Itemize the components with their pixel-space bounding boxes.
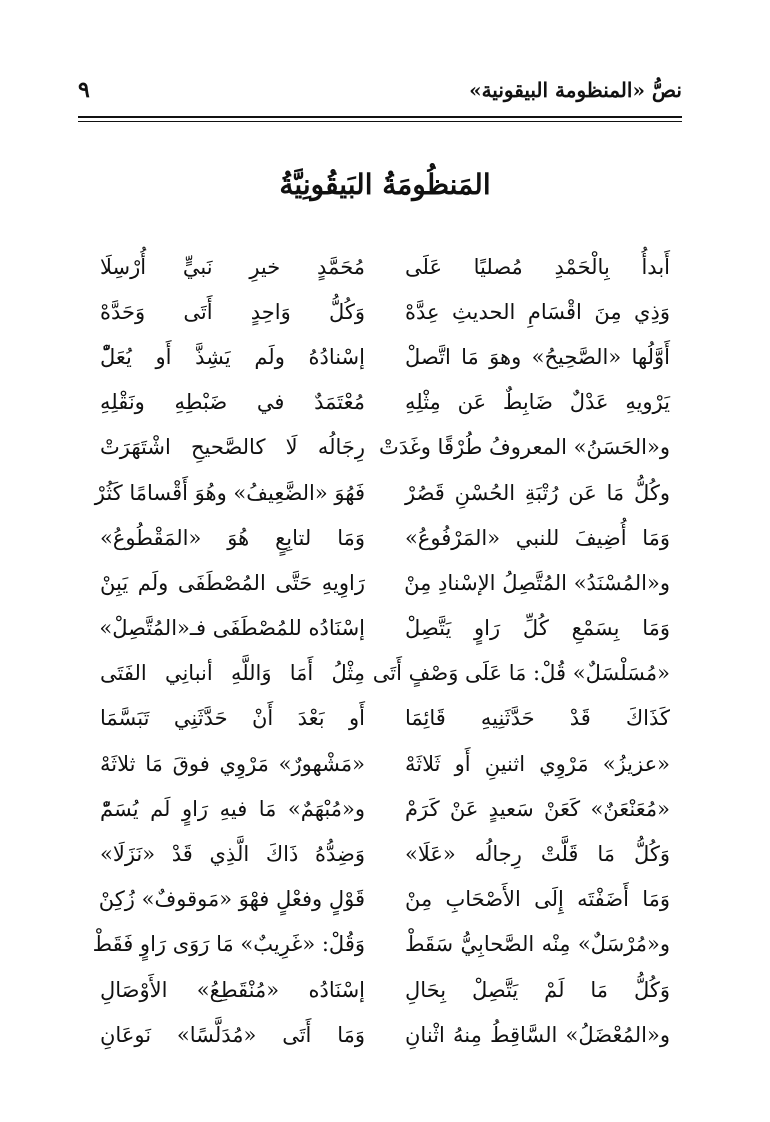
- verse-first-hemistich: وَكُلُّ مَا قَلَّتْ رِجالُه «عَلَا»: [405, 842, 670, 867]
- verse-second-hemistich: قَوْلٍ وفعْلٍ فهْوَ «مَوقوفٌ» زُكِنْ: [98, 887, 365, 912]
- verse-first-hemistich: وَذِي مِنَ اقْسَامِ الحديثِ عِدَّهْ: [405, 299, 670, 324]
- verse-first-hemistich: وَمَا بِسَمْعِ كُلِّ رَاوٍ يَتَّصِلْ: [405, 616, 670, 641]
- verse-second-hemistich: و«مُبْهَمٌ» مَا فيهِ رَاوٍ لَم يُسَمّْ: [100, 796, 365, 821]
- verse-line: [100, 289, 670, 334]
- header-rule-thick: [78, 116, 682, 118]
- verse-line: [100, 696, 670, 741]
- verse-second-hemistich: فَهُوَ «الضَّعِيفُ» وهُوَ أَقْسامًا كَثُرْ: [94, 480, 365, 505]
- verse-second-hemistich: إسْنَادُه للمُصْطَفَى فـ«المُتَّصِلْ»: [99, 616, 365, 641]
- verse-second-hemistich: رِجَالُه لَا كالصَّحيحِ اشْتَهَرَتْ: [100, 435, 365, 460]
- verse-line: [100, 425, 670, 470]
- verse-first-hemistich: و«مُرْسَلٌ» مِنْه الصَّحابِيُّ سَقَطْ: [405, 932, 670, 957]
- verse-first-hemistich: وَمَا أَضَفْتَه إِلَى الأَصْحَابِ مِنْ: [405, 887, 670, 912]
- verse-second-hemistich: مِثْلُ أَمَا وَاللَّهِ أنبانِي الفَتَى: [100, 661, 365, 686]
- verse-second-hemistich: وَقُلْ: «غَرِيبٌ» مَا رَوَى رَاوٍ فَقَطْ: [92, 932, 365, 957]
- verse-first-hemistich: وَمَا أُضِيفَ للنبي «المَرْفُوعُ»: [405, 525, 670, 550]
- verse-line: [100, 967, 670, 1012]
- verse-first-hemistich: «مُعَنْعَنٌ» كَعَنْ سَعيدٍ عَنْ كَرَمْ: [405, 796, 670, 821]
- verse-second-hemistich: وَمَا أَتَى «مُدَلَّسًا» نَوعَانِ: [100, 1022, 365, 1047]
- page-header: [78, 70, 682, 110]
- verse-line: [100, 606, 670, 651]
- verse-line: [100, 244, 670, 289]
- verse-second-hemistich: مُحَمَّدٍ خيرِ نَبيٍّ أُرْسِلَا: [100, 254, 365, 279]
- verse-first-hemistich: «مُسَلْسَلٌ» قُلْ: مَا عَلَى وَصْفٍ أَتَى: [372, 661, 670, 686]
- verse-second-hemistich: «مَشْهورٌ» مَرْوِي فوقَ مَا ثلاثَهْ: [100, 751, 365, 776]
- verse-line: [94, 470, 670, 515]
- verse-line: [100, 831, 670, 876]
- verse-line: [100, 651, 670, 696]
- verse-second-hemistich: رَاوِيهِ حَتَّى المُصْطَفَى ولَم يَبِنْ: [100, 570, 365, 595]
- header-rule-thin: [78, 121, 682, 122]
- verse-first-hemistich: وكُلُّ مَا عَن رُتْبَةِ الحُسْنِ قَصُرْ: [405, 480, 670, 505]
- verse-second-hemistich: مُعْتَمَدٌ في ضَبْطِهِ ونَقْلِهِ: [100, 390, 365, 415]
- verse-line: [100, 380, 670, 425]
- verse-second-hemistich: وَمَا لتابِعٍ هُوَ «المَقْطُوعُ»: [100, 525, 365, 550]
- verse-second-hemistich: أَو بَعْدَ أَنْ حَدَّثَنِي تَبَسَّمَا: [100, 706, 365, 731]
- verse-line: [100, 877, 670, 922]
- verse-line: [100, 515, 670, 560]
- verse-second-hemistich: إسْنادُهُ ولَم يَشِذَّ أَو يُعَلّْ: [100, 344, 365, 369]
- poem-title: المَنظُومَةُ البَيقُونِيَّةُ: [279, 168, 491, 201]
- verse-line: [100, 560, 670, 605]
- verse-second-hemistich: وَكُلُّ وَاحِدٍ أَتَى وَحَدَّهْ: [100, 299, 365, 324]
- running-title: نصُّ «المنظومة البيقونية»: [469, 78, 682, 102]
- verse-first-hemistich: أَبدأُ بِالْحَمْدِ مُصليًا عَلَى: [405, 254, 670, 279]
- verse-first-hemistich: و«المُسْنَدُ» المُتَّصِلُ الإسْنادِ مِنْ: [404, 570, 670, 595]
- verse-first-hemistich: و«الحَسَنُ» المعروفُ طُرْقًا وغَدَتْ: [378, 435, 670, 460]
- verse-line: [100, 334, 670, 379]
- page-number: ٩: [78, 77, 90, 103]
- verse-first-hemistich: وَكُلُّ مَا لَمْ يَتَّصِلْ بِحَالِ: [405, 977, 670, 1002]
- verse-list: [92, 244, 670, 1057]
- verse-line: [100, 1012, 670, 1057]
- verse-line: [100, 741, 670, 786]
- verse-second-hemistich: إسْنَادُه «مُنْقَطِعُ» الأَوْصَالِ: [100, 977, 365, 1002]
- verse-first-hemistich: «عزيزُ» مَرْوِي اثنينِ أَو ثَلاثَهْ: [405, 751, 670, 776]
- verse-line: [100, 786, 670, 831]
- verse-first-hemistich: كَذَاكَ قَدْ حَدَّثَنِيهِ قَائِمَا: [405, 706, 670, 731]
- verse-second-hemistich: وَضِدُّهُ ذَاكَ الَّذِي قَدْ «نَزَلَا»: [100, 842, 365, 867]
- verse-line: [92, 922, 670, 967]
- verse-first-hemistich: أَوَّلُها «الصَّحِيحُ» وهوَ مَا اتَّصلْ: [405, 344, 670, 369]
- verse-first-hemistich: و«المُعْضَلُ» السَّاقِطُ مِنهُ اثْنانِ: [405, 1022, 670, 1047]
- verse-first-hemistich: يَرْويهِ عَدْلٌ ضَابِطٌ عَن مِثْلِهِ: [405, 390, 670, 415]
